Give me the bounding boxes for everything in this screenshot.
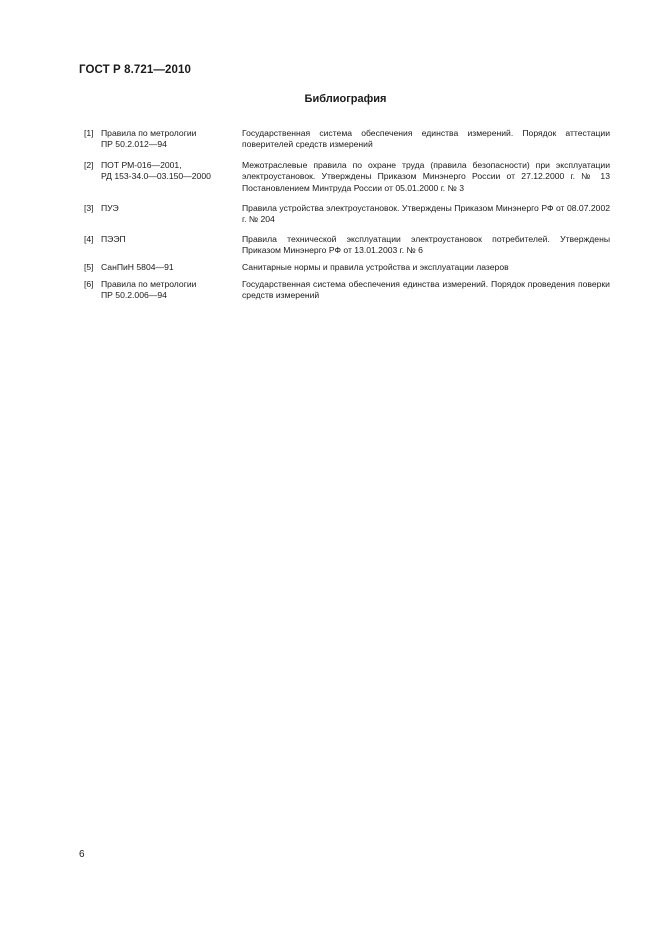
entry-description: Правила устройства электроустановок. Утверждены Приказом Минэнерго РФ от 08.07.2002 г. № 204 <box>242 203 610 225</box>
entry-number: [6] <box>84 279 94 289</box>
entry-reference-block <box>84 262 234 273</box>
entry-number: [5] <box>84 262 94 272</box>
entry-reference: ПУЭ <box>101 203 119 213</box>
entry-number: [1] <box>84 128 94 138</box>
entry-reference-block <box>84 203 234 214</box>
entry-reference-block <box>84 128 234 151</box>
entry-reference: ПЭЭП <box>101 234 126 244</box>
entry-description: Межотраслевые правила по охране труда (правила безопасности) при эксплуатации электроустановок. Утверждены Приказом Минэнерго России от 27.12.2000 г. № 13 Постановлением Минтруда России от 05.01.2000 г. № 3 <box>242 160 610 193</box>
page-number: 6 <box>79 849 85 860</box>
entry-reference: ПОТ РМ-016—2001, РД 153-34.0—03.150—2000 <box>101 160 211 182</box>
entry-reference-block <box>84 234 234 245</box>
entry-reference-block <box>84 160 234 183</box>
entry-reference: Правила по метрологии ПР 50.2.012—94 <box>101 128 197 150</box>
entry-number: [4] <box>84 234 94 244</box>
entry-reference-block <box>84 279 234 302</box>
entry-number: [3] <box>84 203 94 213</box>
entry-number: [2] <box>84 160 94 170</box>
section-title: Библиография <box>304 93 387 105</box>
entry-description: Правила технической эксплуатации электроустановок потребителей. Утверждены Приказом Минэнерго РФ от 13.01.2003 г. № 6 <box>242 234 610 256</box>
entry-description: Санитарные нормы и правила устройства и эксплуатации лазеров <box>242 262 509 272</box>
entry-reference: СанПиН 5804—91 <box>101 262 174 272</box>
document-code: ГОСТ Р 8.721—2010 <box>79 64 191 76</box>
entry-reference: Правила по метрологии ПР 50.2.006—94 <box>101 279 197 301</box>
entry-description: Государственная система обеспечения единства измерений. Порядок аттестации поверителей средств измерений <box>242 128 610 150</box>
entry-description: Государственная система обеспечения единства измерений. Порядок проведения поверки средств измерений <box>242 279 610 301</box>
